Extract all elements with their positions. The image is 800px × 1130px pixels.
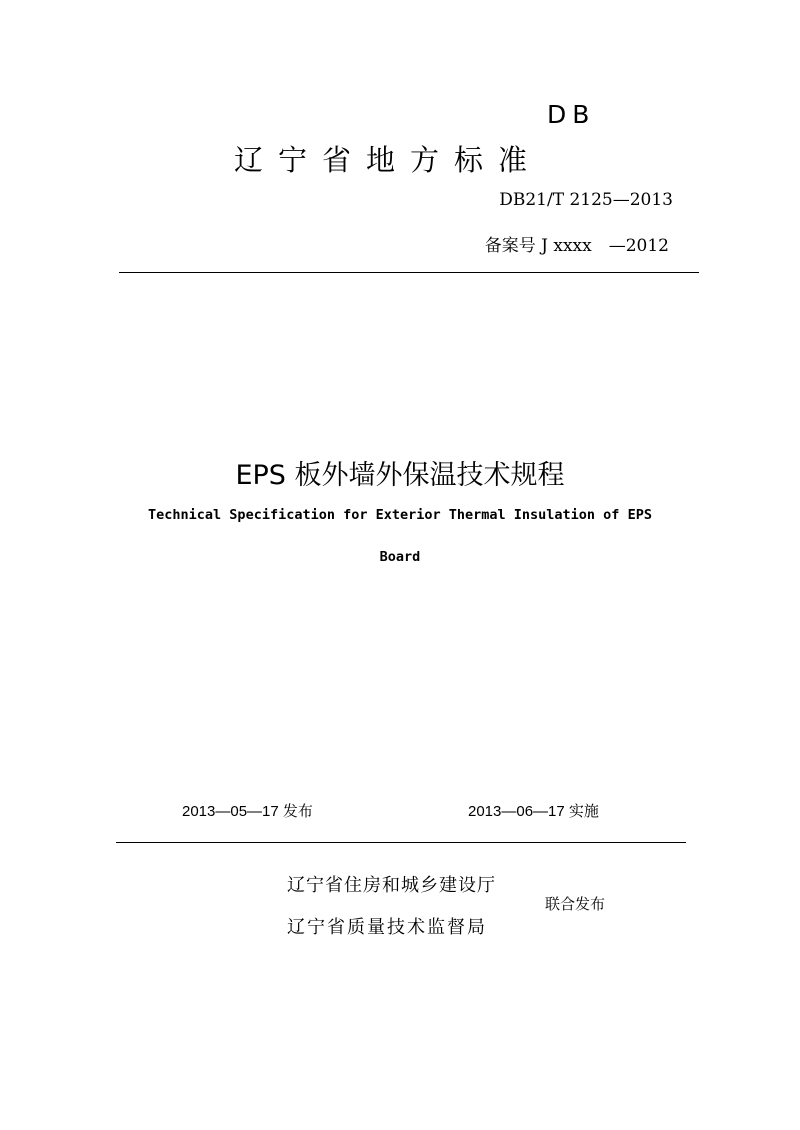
issuing-authority-quality: 辽宁省质量技术监督局 bbox=[287, 917, 487, 938]
standard-number: DB21/T 2125—2013 bbox=[499, 190, 673, 210]
implement-date: 2013—06—17 实施 bbox=[468, 803, 599, 820]
document-title-english-continued: Board bbox=[379, 549, 421, 565]
issuing-authority-housing: 辽宁省住房和城乡建设厅 bbox=[287, 875, 496, 896]
publish-date: 2013—05—17 发布 bbox=[182, 803, 313, 820]
record-number: 备案号 J xxxx —2012 bbox=[484, 236, 669, 256]
footer-divider bbox=[116, 842, 686, 843]
joint-issue-label: 联合发布 bbox=[545, 896, 606, 913]
db-code-mark: DB bbox=[547, 100, 596, 129]
standard-type-heading: 辽宁省地方标准 bbox=[234, 143, 543, 177]
document-title-english: Technical Specification for Exterior Thermal Insulation of EPS bbox=[148, 507, 652, 523]
header-divider bbox=[119, 272, 699, 273]
document-title-chinese: EPS 板外墙外保温技术规程 bbox=[235, 460, 565, 491]
